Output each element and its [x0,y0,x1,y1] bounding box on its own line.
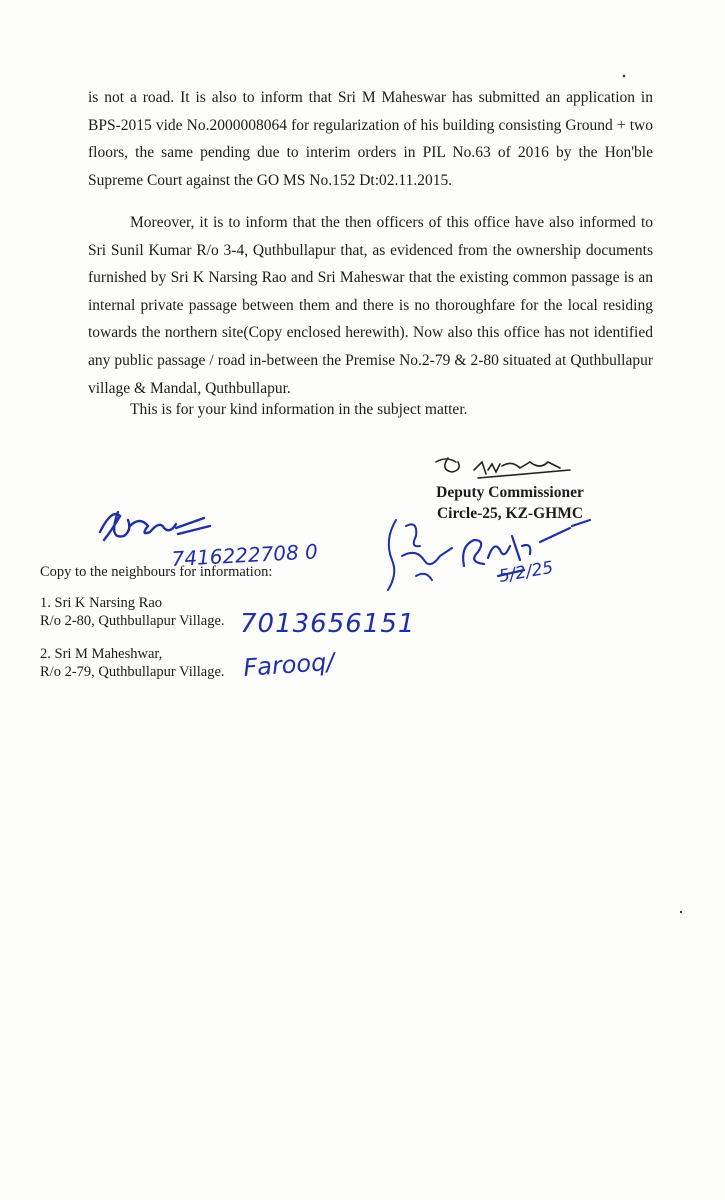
signatory-designation: Deputy Commissioner [436,484,584,501]
letter-paragraph-2: Moreover, it is to inform that the then officers of this office have also informed to Sri Sunil Kumar R/o 3-4, Quthbullapur that, as evidenced from the ownership documents furnished by Sri K Narsing Rao and Sri Maheswar that the existing common passage is an internal private passage between them and there is no thoroughfare for the local residing towards the northern site(Copy enclosed herewith). Now also this office has not identified any public passage / road in-between the Premise No.2-79 & 2-80 situated at Quthbullapur village & Mandal, Quthbullapur. [88,214,653,397]
recipient-1-address: R/o 2-80, Quthbullapur Village. [40,613,225,629]
deputy-commissioner-signature [436,458,570,478]
recipient-1-name: 1. Sri K Narsing Rao [40,594,163,611]
copy-to-block [40,563,272,682]
letter-paragraph-1: is not a road. It is also to inform that Sri M Maheswar has submitted an application in BPS-2015 vide No.2000008064 for regularization of his building consisting Ground + two floors, the same pending due to interim orders in PIL No.63 of 2016 by the Hon'ble Supreme Court against the GO MS No.152 Dt:02.11.2015. [88,89,653,189]
recipient-2-name: 2. Sri M Maheshwar, [40,645,163,662]
left-initials-signature [100,512,210,540]
letter-paragraph-3: This is for your kind information in the subject matter. [130,401,468,418]
signatory-office: Circle-25, KZ-GHMC [436,505,584,522]
paper-specks [623,75,682,913]
copy-to-heading: Copy to the neighbours for information: [40,564,273,580]
handwritten-sign-maheshwar: Farooq/ [242,647,336,682]
right-dated-signature [463,520,590,576]
signatory-block [420,482,600,524]
recipient-2-address: R/o 2-79, Quthbullapur Village. [40,664,225,680]
handwritten-phone-narsing: 7013656151 [240,609,416,639]
handwritten-date: 5/2/25 [497,557,555,587]
center-vertical-signature [388,520,452,590]
handwritten-phone-top: 7416222708 0 [171,539,319,571]
